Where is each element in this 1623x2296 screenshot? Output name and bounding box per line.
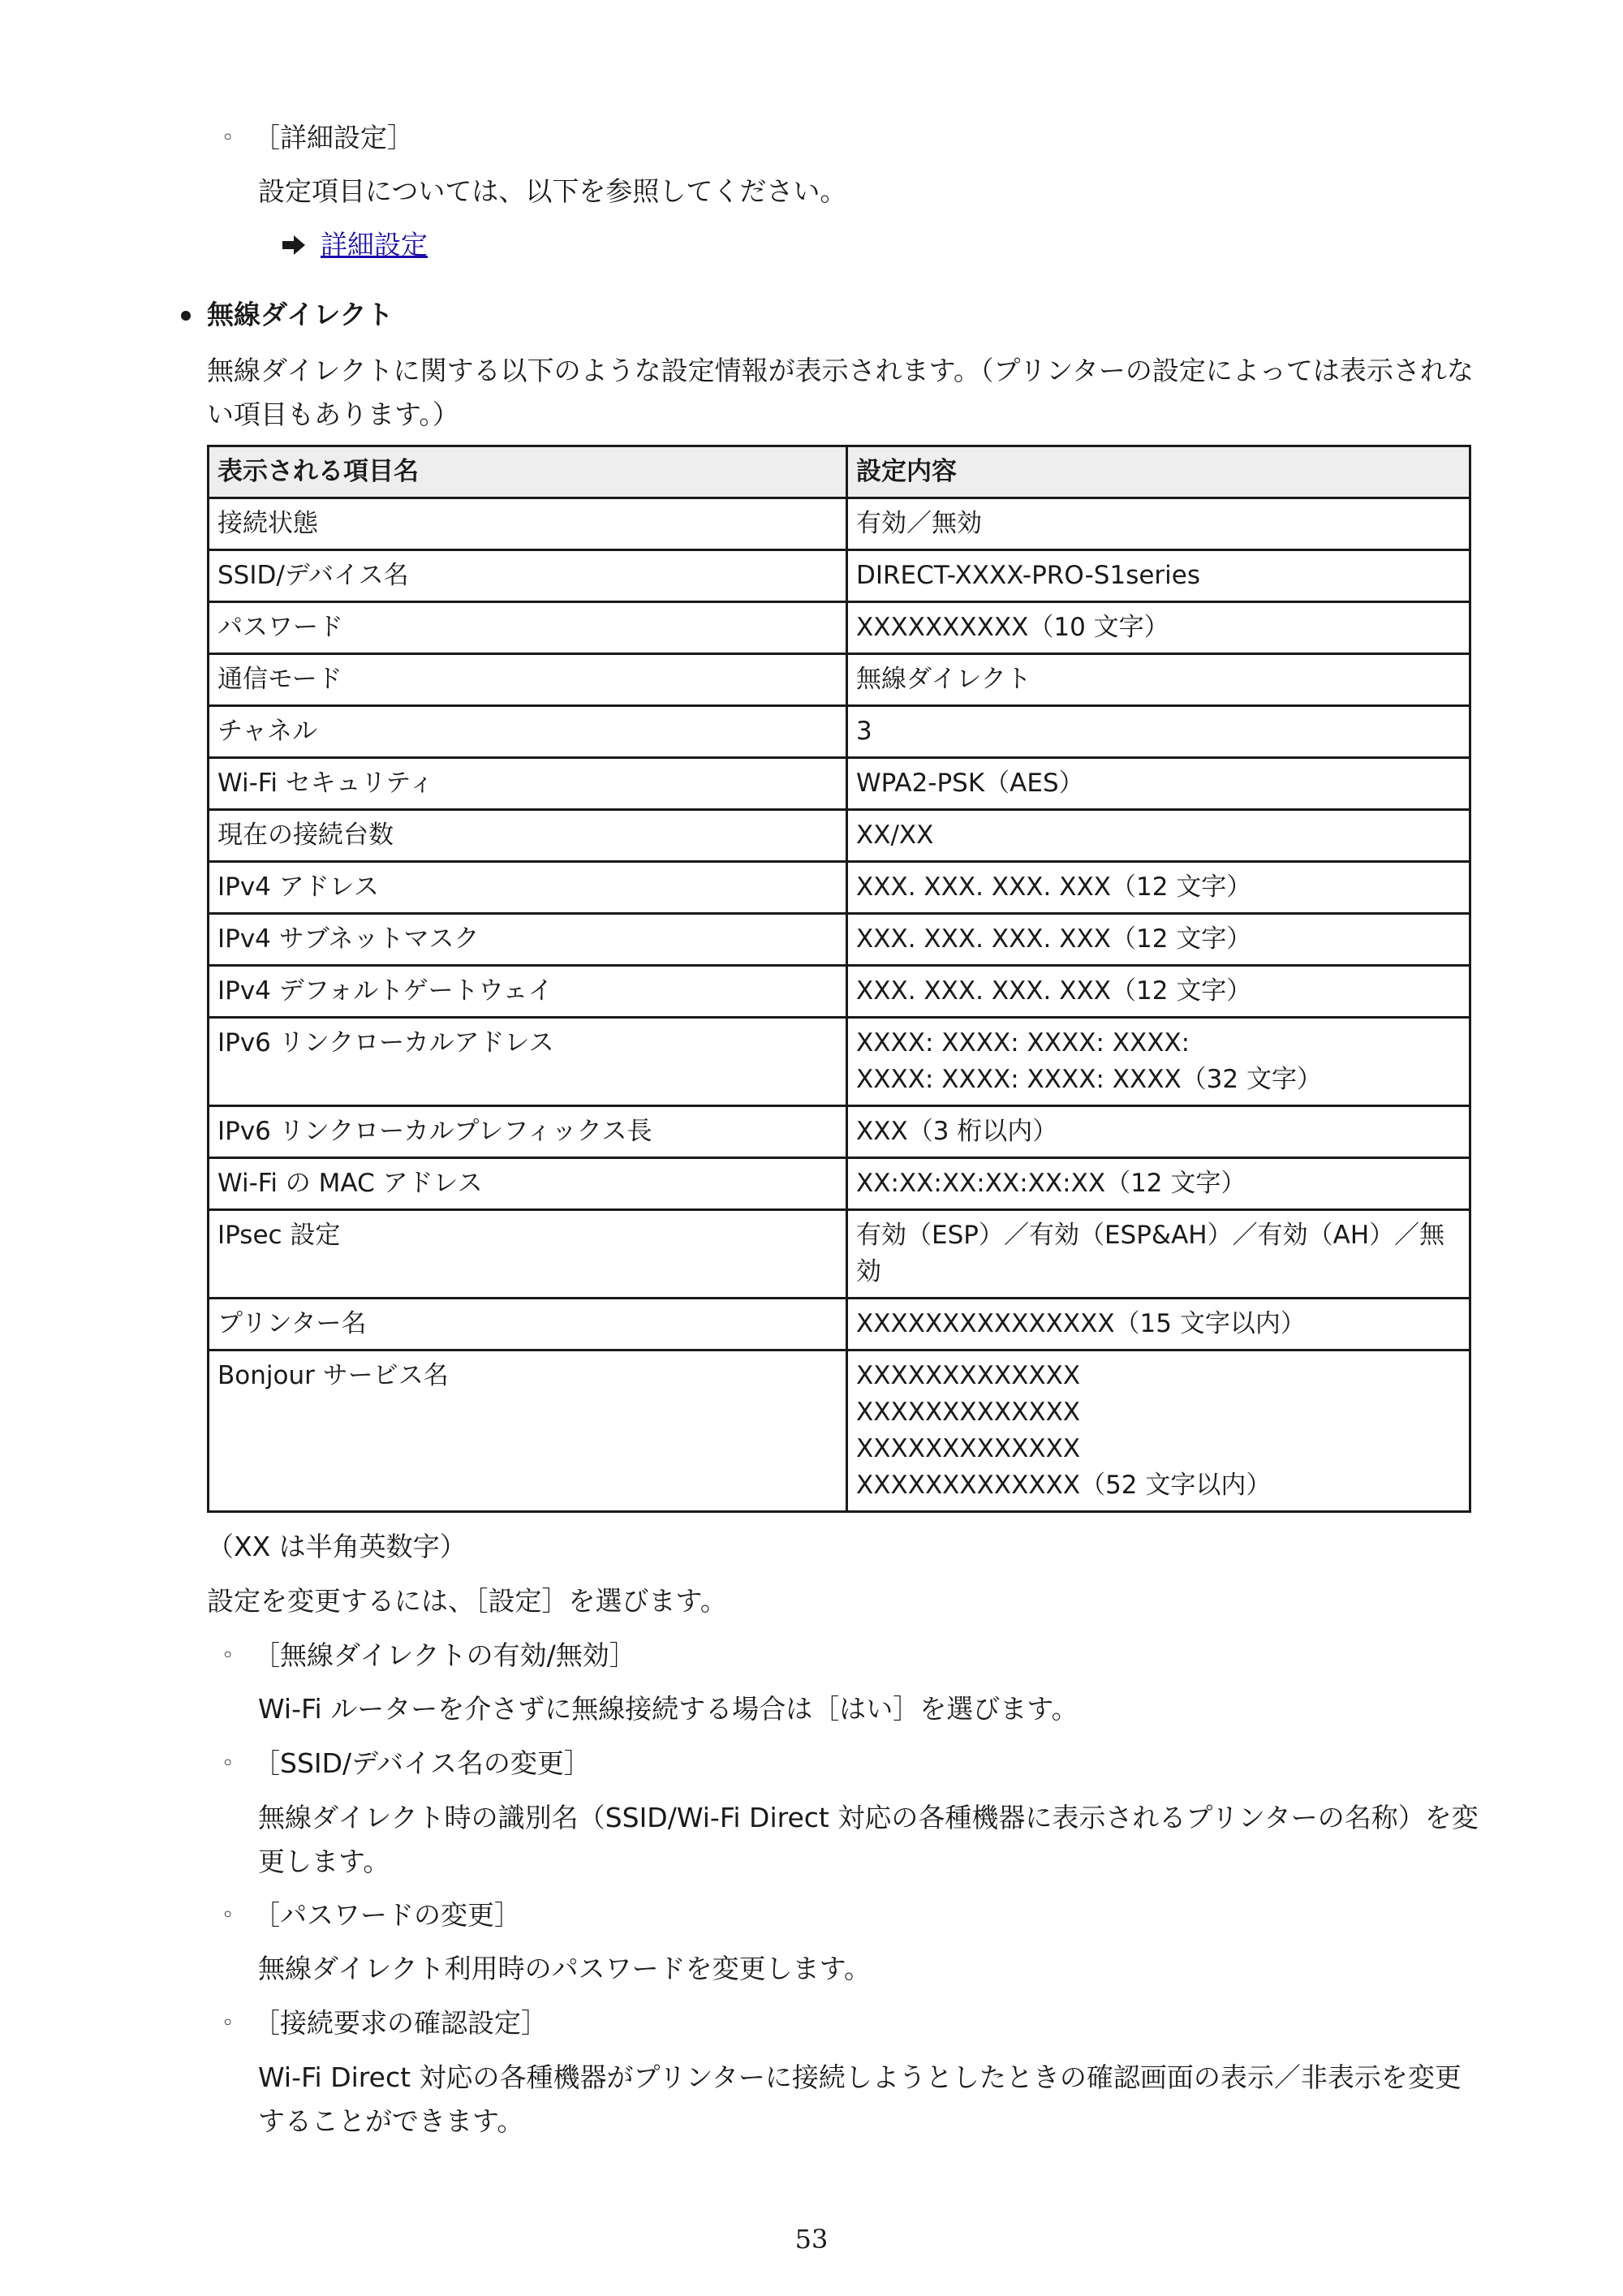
setting-name-cell: IPv4 サブネットマスク bbox=[209, 914, 847, 966]
table-row bbox=[209, 706, 1470, 758]
setting-value-cell bbox=[847, 1210, 1470, 1299]
setting-name-cell: チャネル bbox=[209, 706, 847, 758]
setting-name-cell: IPv4 デフォルトゲートウェイ bbox=[209, 966, 847, 1018]
table-header-cell: 設定内容 bbox=[847, 446, 1470, 498]
table-row bbox=[209, 1299, 1470, 1350]
setting-name-cell: IPv4 アドレス bbox=[209, 862, 847, 914]
option-desc: 無線ダイレクト利用時のパスワードを変更します。 bbox=[258, 1953, 872, 1984]
setting-value-line: XXXXXXXXXX（10 文字） bbox=[856, 613, 1169, 642]
setting-value-cell bbox=[847, 1299, 1470, 1350]
settings-table bbox=[207, 445, 1471, 1513]
setting-value-line: XXXXXXXXXXXXX bbox=[856, 1434, 1081, 1463]
sub-bullet: ◦ bbox=[222, 126, 235, 150]
table-row bbox=[209, 758, 1470, 810]
section-intro: 無線ダイレクトに関する以下のような設定情報が表示されます。（プリンターの設定によっては表示されない項目もあります。） bbox=[207, 355, 1474, 430]
setting-value-line: WPA2-PSK（AES） bbox=[856, 769, 1084, 798]
setting-value-cell bbox=[847, 914, 1470, 966]
setting-value-cell bbox=[847, 654, 1470, 706]
table-row bbox=[209, 966, 1470, 1018]
setting-name-cell: プリンター名 bbox=[209, 1299, 847, 1350]
table-row bbox=[209, 914, 1470, 966]
page-number: 53 bbox=[794, 2224, 829, 2255]
setting-name-cell: SSID/デバイス名 bbox=[209, 550, 847, 602]
setting-value-cell bbox=[847, 602, 1470, 654]
setting-value-line: XX/XX bbox=[856, 821, 934, 850]
table-row bbox=[209, 1158, 1470, 1210]
setting-value-line: XXXX: XXXX: XXXX: XXXX（32 文字） bbox=[856, 1065, 1322, 1094]
table-row bbox=[209, 602, 1470, 654]
setting-name-cell: Wi-Fi セキュリティ bbox=[209, 758, 847, 810]
setting-value-cell bbox=[847, 1106, 1470, 1158]
change-intro: 設定を変更するには、［設定］を選びます。 bbox=[207, 1585, 727, 1617]
sub-item-label: ［詳細設定］ bbox=[253, 122, 414, 153]
setting-name-cell: 通信モード bbox=[209, 654, 847, 706]
setting-value-cell bbox=[847, 862, 1470, 914]
table-row bbox=[209, 1018, 1470, 1106]
setting-value-line: XXXXXXXXXXXXX bbox=[856, 1361, 1081, 1390]
table-row bbox=[209, 654, 1470, 706]
table-row bbox=[209, 810, 1470, 862]
table-row bbox=[209, 1210, 1470, 1299]
table-note: （XX は半角英数字） bbox=[207, 1531, 467, 1562]
sub-bullet: ◦ bbox=[222, 1903, 235, 1928]
setting-value-cell bbox=[847, 966, 1470, 1018]
table-row bbox=[209, 1106, 1470, 1158]
setting-value-cell bbox=[847, 758, 1470, 810]
setting-value-line: XXXX: XXXX: XXXX: XXXX: bbox=[856, 1028, 1190, 1058]
table-header-row bbox=[209, 446, 1470, 498]
setting-value-line: DIRECT-XXXX-PRO-S1series bbox=[856, 561, 1200, 590]
table-row bbox=[209, 498, 1470, 550]
option-desc: Wi-Fi ルーターを介さずに無線接続する場合は［はい］を選びます。 bbox=[258, 1693, 1078, 1725]
table-row bbox=[209, 1350, 1470, 1512]
detail-settings-link[interactable]: 詳細設定 bbox=[321, 229, 428, 261]
setting-value-line: 無線ダイレクト bbox=[856, 665, 1031, 694]
setting-value-line: XXX. XXX. XXX. XXX（12 文字） bbox=[856, 872, 1252, 902]
setting-value-cell bbox=[847, 1158, 1470, 1210]
setting-name-cell: Wi-Fi の MAC アドレス bbox=[209, 1158, 847, 1210]
setting-value-cell bbox=[847, 1018, 1470, 1106]
setting-value-line: 有効／無効 bbox=[856, 509, 982, 538]
arrow-right-icon bbox=[282, 235, 305, 255]
setting-value-cell bbox=[847, 706, 1470, 758]
setting-value-line: XXX. XXX. XXX. XXX（12 文字） bbox=[856, 924, 1252, 954]
sub-bullet: ◦ bbox=[222, 1751, 235, 1776]
option-desc: 無線ダイレクト時の識別名（SSID/Wi-Fi Direct 対応の各種機器に表示されるプリンターの名称）を変更します。 bbox=[258, 1802, 1479, 1877]
setting-value-line: XXXXXXXXXXXXXXX（15 文字以内） bbox=[856, 1309, 1306, 1338]
setting-value-line: XX:XX:XX:XX:XX:XX（12 文字） bbox=[856, 1169, 1246, 1198]
option-desc: Wi-Fi Direct 対応の各種機器がプリンターに接続しようとしたときの確認画面の表示／非表示を変更することができます。 bbox=[258, 2061, 1462, 2137]
setting-name-cell: IPsec 設定 bbox=[209, 1210, 847, 1299]
setting-value-cell bbox=[847, 498, 1470, 550]
sub-bullet: ◦ bbox=[222, 1643, 235, 1668]
section-bullet bbox=[181, 311, 191, 321]
setting-value-cell bbox=[847, 550, 1470, 602]
sub-item-desc: 設定項目については、以下を参照してください。 bbox=[258, 175, 847, 207]
option-label: ［接続要求の確認設定］ bbox=[253, 2007, 548, 2039]
section-heading: 無線ダイレクト bbox=[207, 299, 394, 330]
setting-value-cell bbox=[847, 810, 1470, 862]
option-label: ［SSID/デバイス名の変更］ bbox=[253, 1747, 591, 1779]
setting-value-line: XXXXXXXXXXXXX（52 文字以内） bbox=[856, 1471, 1272, 1500]
option-label: ［無線ダイレクトの有効/無効］ bbox=[253, 1639, 636, 1671]
setting-value-line: 3 bbox=[856, 717, 872, 746]
setting-name-cell: パスワード bbox=[209, 602, 847, 654]
table-header-cell: 表示される項目名 bbox=[209, 446, 847, 498]
setting-value-line: 有効（ESP）／有効（ESP&AH）／有効（AH）／無効 bbox=[856, 1221, 1445, 1286]
setting-name-cell: 現在の接続台数 bbox=[209, 810, 847, 862]
setting-value-line: XXX. XXX. XXX. XXX（12 文字） bbox=[856, 976, 1252, 1006]
table-body bbox=[209, 498, 1470, 1512]
setting-name-cell: 接続状態 bbox=[209, 498, 847, 550]
setting-name-cell: IPv6 リンクローカルプレフィックス長 bbox=[209, 1106, 847, 1158]
setting-name-cell: Bonjour サービス名 bbox=[209, 1350, 847, 1512]
option-label: ［パスワードの変更］ bbox=[253, 1899, 521, 1931]
setting-value-cell bbox=[847, 1350, 1470, 1512]
setting-value-line: XXXXXXXXXXXXX bbox=[856, 1398, 1081, 1427]
table-row bbox=[209, 862, 1470, 914]
table-row bbox=[209, 550, 1470, 602]
setting-name-cell: IPv6 リンクローカルアドレス bbox=[209, 1018, 847, 1106]
setting-value-line: XXX（3 桁以内） bbox=[856, 1117, 1058, 1146]
sub-bullet: ◦ bbox=[222, 2011, 235, 2035]
